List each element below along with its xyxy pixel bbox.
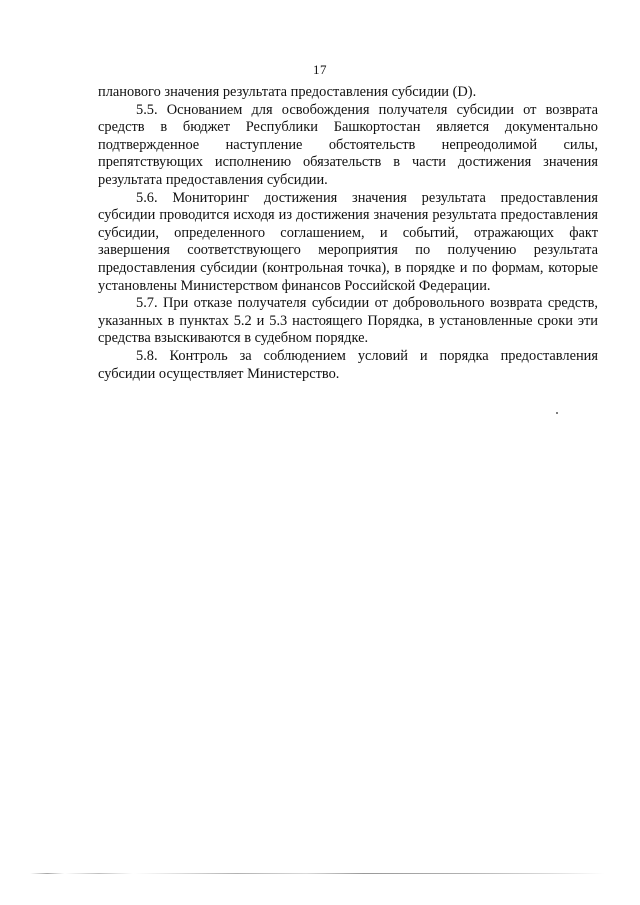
paragraph-5-8: 5.8. Контроль за соблюдением условий и порядка предоставления субсидии осуществляет Министерство. bbox=[98, 347, 598, 382]
page-number: 17 bbox=[313, 62, 327, 77]
scan-edge-line bbox=[30, 873, 605, 874]
paragraph-5-6: 5.6. Мониторинг достижения значения результата предоставления субсидии проводится исходя из достижения значения результата предоставления субсидии, определенного соглашением, и событий, отражающих факт завершения соответствующего мероприятия по получению результата предоставления субсидии (контрольная точка), в порядке и по формам, которые установлены Министерством финансов Российской Федерации. bbox=[98, 189, 598, 294]
paragraph-continuation: планового значения результата предоставления субсидии (D). bbox=[98, 84, 477, 100]
paragraph-5-7: 5.7. При отказе получателя субсидии от добровольного возврата средств, указанных в пунктах 5.2 и 5.3 настоящего Порядка, в установленные сроки эти средства взыскиваются в судебном порядке. bbox=[98, 295, 598, 347]
document-body bbox=[98, 84, 598, 383]
scan-speck bbox=[556, 412, 558, 414]
paragraph-5-5: 5.5. Основанием для освобождения получателя субсидии от возврата средств в бюджет Республики Башкортостан является документально подтвержденное наступление обстоятельств непреодолимой силы, препятствующих исполнению обязательств в части достижения значения результата предоставления субсидии. bbox=[98, 101, 598, 188]
